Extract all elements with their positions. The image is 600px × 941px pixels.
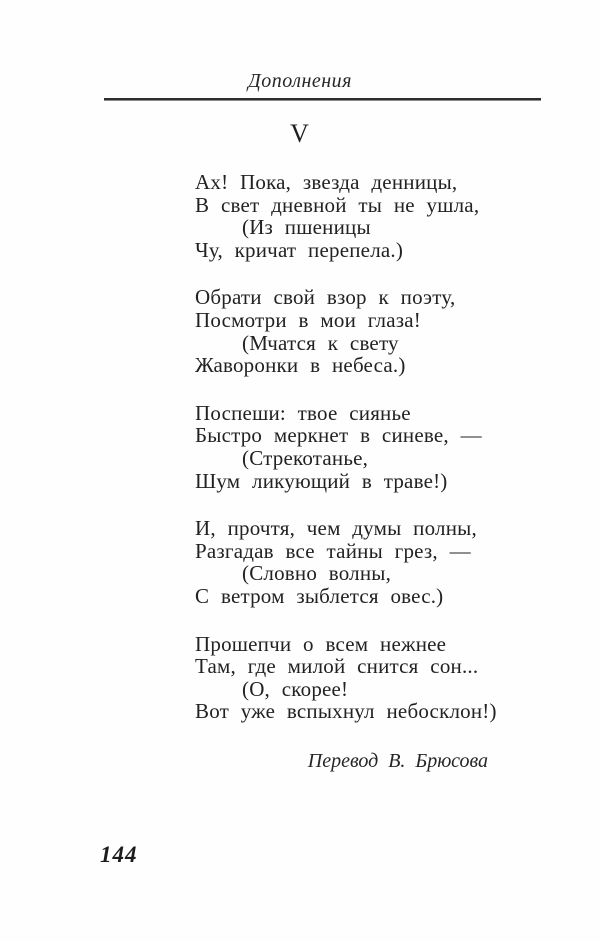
section-number: V	[290, 119, 310, 148]
poem-line: С ветром зыблется овес.)	[195, 583, 444, 608]
poem-stanza	[195, 517, 497, 607]
poem-line: Жаворонки в небеса.)	[195, 353, 406, 378]
running-head: Дополнения	[248, 70, 352, 92]
poem-line: Поспеши: твое сиянье	[195, 400, 411, 425]
poem-line: Чу, кричат перепела.)	[195, 237, 404, 262]
poem-stanza	[195, 633, 497, 723]
poem-stanza	[195, 402, 497, 492]
poem-line: Посмотри в мои глаза!	[195, 307, 421, 332]
poem-line: Быстро меркнет в синеве, —	[195, 423, 482, 448]
poem-line: Ах! Пока, звезда денницы,	[195, 170, 458, 194]
poem-line: (Мчатся к свету	[242, 330, 399, 355]
poem-line: Там, где милой снится сон...	[195, 654, 479, 679]
page-number: 144	[100, 842, 138, 867]
poem-line: Разгадав все тайны грез, —	[195, 538, 471, 563]
poem-stanza	[195, 171, 497, 261]
poem	[195, 171, 497, 748]
poem-line: Обрати свой взор к поэту,	[195, 285, 456, 310]
poem-line: Шум ликующий в траве!)	[195, 468, 448, 493]
poem-stanza	[195, 286, 497, 376]
header-rule	[104, 98, 541, 101]
poem-line: И, прочтя, чем думы полны,	[195, 516, 477, 541]
poem-line: В свет дневной ты не ушла,	[195, 192, 480, 217]
poem-line: (Стрекотанье,	[242, 445, 369, 470]
poem-line: (Словно волны,	[242, 561, 392, 586]
poem-line: (О, скорее!	[242, 676, 349, 701]
translator-attribution: Перевод В. Брюсова	[307, 750, 488, 772]
poem-line: Прошепчи о всем нежнее	[195, 631, 447, 656]
poem-line: Вот уже вспыхнул небосклон!)	[195, 699, 497, 724]
poem-line: (Из пшеницы	[242, 215, 371, 240]
